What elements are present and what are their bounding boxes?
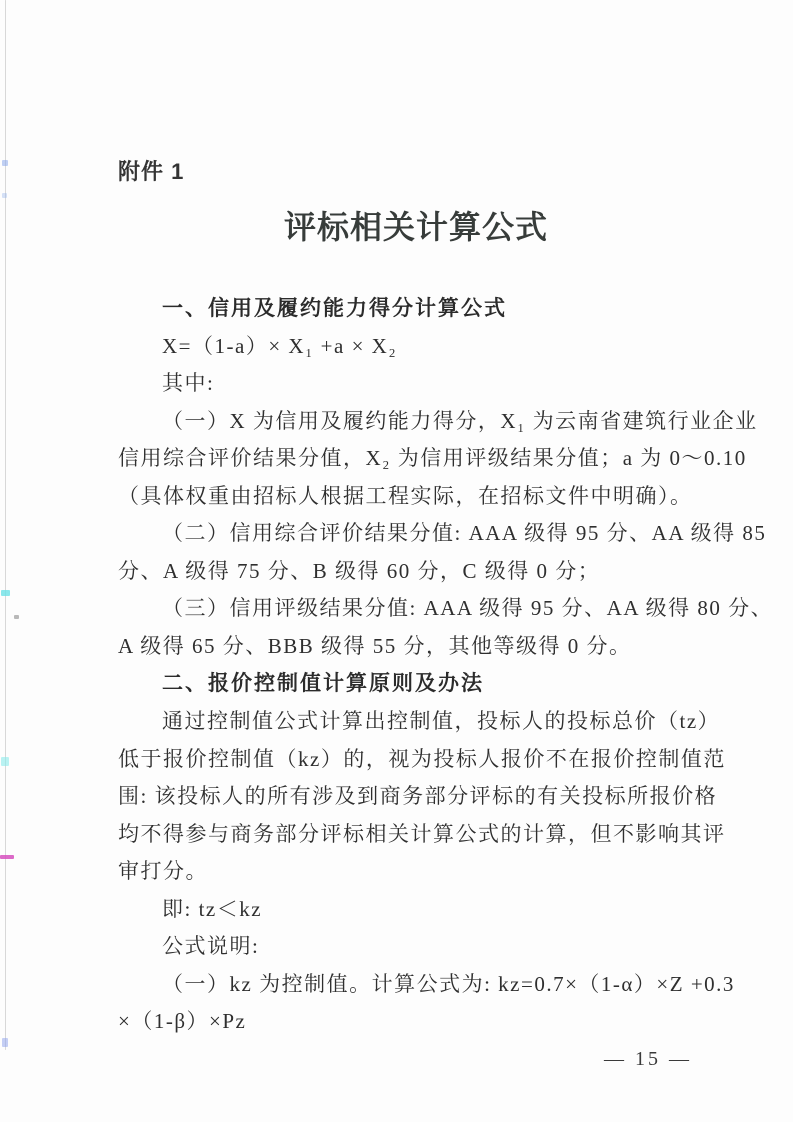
text-line: 二、报价控制值计算原则及办法 xyxy=(162,672,484,696)
text-line: X=（1-a）× X₁ +a × X₂ xyxy=(162,333,398,358)
text-line: 一、信用及履约能力得分计算公式 xyxy=(162,297,507,320)
page-number: — 15 — xyxy=(604,1048,692,1070)
text-line: （三）信用评级结果分值: AAA 级得 95 分、AA 级得 80 分、 xyxy=(162,596,774,621)
cyan-scan-mark xyxy=(1,590,10,596)
text-line: （一）X 为信用及履约能力得分，X₁ 为云南省建筑行业企业 xyxy=(162,408,758,433)
text-line: 信用综合评价结果分值，X₂ 为信用评级结果分值；a 为 0～0.10 xyxy=(118,446,747,471)
scan-edge-line xyxy=(5,0,6,1050)
text-line: 公式说明: xyxy=(162,934,260,959)
text-line: 即: tz＜kz xyxy=(162,896,263,921)
text-line: A 级得 65 分、BBB 级得 55 分，其他等级得 0 分。 xyxy=(118,633,632,658)
blue-scan-mark xyxy=(2,1038,8,1047)
text-line: 围: 该投标人的所有涉及到商务部分评标的有关投标所报价格 xyxy=(118,784,718,809)
text-line: ×（1-β）×Pz xyxy=(118,1009,247,1034)
text-line: （一）kz 为控制值。计算公式为: kz=0.7×（1-α）×Z +0.3 xyxy=(162,971,735,996)
text-line: 低于报价控制值（kz）的，视为投标人报价不在报价控制值范 xyxy=(118,746,726,771)
attachment-label: 附件 1 xyxy=(118,159,185,184)
text-line: 均不得参与商务部分评标相关计算公式的计算，但不影响其评 xyxy=(118,821,726,846)
text-line: 审打分。 xyxy=(118,859,208,884)
gray-speck xyxy=(14,615,19,619)
text-line: 通过控制值公式计算出控制值，投标人的投标总价（tz） xyxy=(162,709,721,734)
text-line: （二）信用综合评价结果分值: AAA 级得 95 分、AA 级得 85 xyxy=(162,521,767,546)
blue-scan-mark xyxy=(2,160,8,166)
text-line: （具体权重由招标人根据工程实际，在招标文件中明确）。 xyxy=(118,483,693,508)
document-body xyxy=(118,290,774,1041)
page-title: 评标相关计算公式 xyxy=(283,209,548,245)
blue-scan-mark xyxy=(2,193,7,198)
cyan-scan-mark xyxy=(1,757,9,766)
text-line: 其中: xyxy=(162,371,215,396)
magenta-scan-mark xyxy=(0,855,14,859)
text-line: 分、A 级得 75 分、B 级得 60 分，C 级得 0 分； xyxy=(118,558,601,583)
